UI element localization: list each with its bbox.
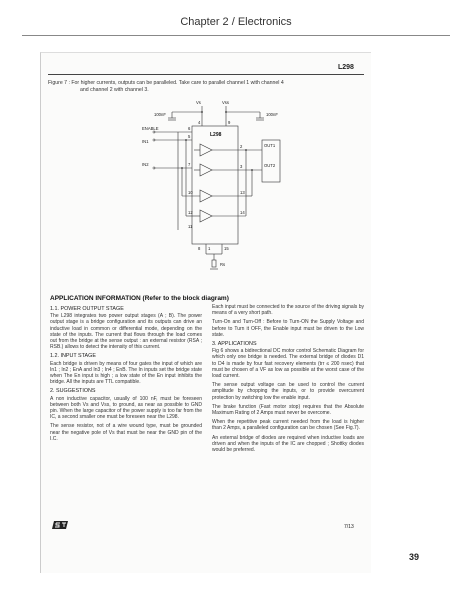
application-info-title: APPLICATION INFORMATION (Refer to the block diagram) — [50, 295, 229, 302]
pin-label: 5 — [188, 134, 191, 139]
section-heading: 1.1. POWER OUTPUT STAGE — [50, 306, 124, 312]
figure-caption — [48, 80, 364, 94]
page-number: 39 — [409, 552, 420, 562]
paragraph: Each bridge is driven by means of four gates the input of which are In1 ; In2 ; EnA and In3 ; In4 ; EnB. The In inputs set the bridge state when The En input is high ; a low state of the En input inhibits the bridge. All the inputs are TTL compatible. — [50, 360, 202, 386]
st-logo-icon — [52, 520, 70, 530]
paragraph: Fig 6 shows a bidirectional DC motor control Schematic Diagram for which only one bridge is needed. The external bridge of diodes D1 to D4 is made by four fast recovery elements (trr ≤ 200 nsec) that must be chosen of a VF as low as possible at the worst case of the load current. — [212, 348, 364, 380]
paragraph: The sense resistor, not of a wire wound type, must be grounded near the negative pole of Vs that must be near the GND pin of the I.C. — [50, 423, 202, 442]
pin-label: 7 — [188, 162, 191, 167]
part-number: L298 — [338, 64, 354, 71]
datasheet-header-rule — [48, 74, 364, 75]
datasheet-page-ref: 7/13 — [344, 524, 354, 530]
pin-label: 11 — [188, 224, 193, 229]
out2-label: OUT2 — [264, 163, 276, 168]
figure-caption-line2: and channel 2 with channel 3. — [80, 87, 149, 93]
paragraph: The brake function (Fast motor stop) requires that the Absolute Maximum Rating of 2 Amps must never be overcome. — [212, 403, 364, 417]
enable-label: ENABLE — [142, 126, 159, 131]
parallel-outputs-schematic — [142, 100, 288, 272]
amp-2 — [200, 164, 212, 176]
right-column — [212, 304, 364, 456]
paragraph: Turn-On and Turn-Off : Before to Turn-ON the Supply Voltage and before to Turn it OFF, the Enable input must be driven to the Low state. — [212, 319, 364, 338]
amp-4 — [200, 210, 212, 222]
pin-label: 14 — [240, 210, 245, 215]
rs-label: Rs — [220, 262, 226, 267]
cap1-label: 100nF — [154, 112, 166, 117]
sense-resistor — [212, 260, 216, 267]
pin-label: 2 — [240, 144, 243, 149]
figure-caption-line1: Figure 7 : For higher currents, outputs can be paralleled. Take care to parallel channel 1 with channel 4 — [48, 80, 284, 86]
pin-label: 6 — [188, 126, 191, 131]
chapter-header: Chapter 2 / Electronics — [180, 16, 292, 28]
header-rule — [22, 35, 450, 36]
section-heading: 1.2. INPUT STAGE — [50, 353, 96, 360]
section-heading: 2. SUGGESTIONS — [50, 388, 96, 395]
vs-label: Vs — [196, 100, 201, 105]
paragraph: A non inductive capacitor, usually of 100 nF, must be foreseen between both Vs and Vss, to ground, as near as possible to GND pin. When the large capacitor of the power supply is too far from the IC, a second smaller one must be foreseen near the L298. — [50, 395, 202, 421]
pin-label: 15 — [224, 246, 229, 251]
pin-label: 9 — [228, 120, 231, 125]
paragraph: The sense output voltage can be used to control the current amplitude by chopping the inputs, or to provide overcurrent protection by switching low the enable input. — [212, 382, 364, 401]
cap2-label: 100nF — [266, 112, 278, 117]
section-heading: 3. APPLICATIONS — [212, 341, 257, 348]
paragraph: When the repetitive peak current needed from the load is higher than 2 Amps, a paralleled configuration can be chosen (See Fig.7). — [212, 419, 364, 432]
vss-label: Vss — [222, 100, 229, 105]
amp-1 — [200, 144, 212, 156]
in2-label: IN2 — [142, 162, 149, 167]
schematic-svg — [142, 100, 288, 272]
chip-outline — [192, 126, 238, 244]
pin-label: 1 — [208, 246, 211, 251]
paragraph: The L298 integrates two power output stages (A ; B). The power output stage is a bridge configuration and its outputs can drive an inductive load in common or differential mode, depending on the state of the inputs. The current that flows through the load comes out from the bridge at the sense output : an external resistor (RSA ; RSB.) allows to detect the intensity of this current. — [50, 313, 202, 351]
paragraph: An external bridge of diodes are required when inductive loads are driven and when the inputs of the IC are chopped ; Shottky diodes would be preferred. — [212, 434, 364, 454]
pin-label: 4 — [198, 120, 201, 125]
pin-label: 3 — [240, 164, 243, 169]
left-column — [50, 304, 202, 445]
pin-label: 8 — [198, 246, 201, 251]
pin-label: 10 — [188, 190, 193, 195]
amp-3 — [200, 190, 212, 202]
chip-label: L298 — [210, 132, 222, 138]
in1-label: IN1 — [142, 139, 149, 144]
pin-label: 13 — [240, 190, 245, 195]
paragraph: Each input must be connected to the source of the driving signals by means of a very short path. — [212, 304, 364, 317]
pin-label: 12 — [188, 210, 193, 215]
out1-label: OUT1 — [264, 143, 276, 148]
